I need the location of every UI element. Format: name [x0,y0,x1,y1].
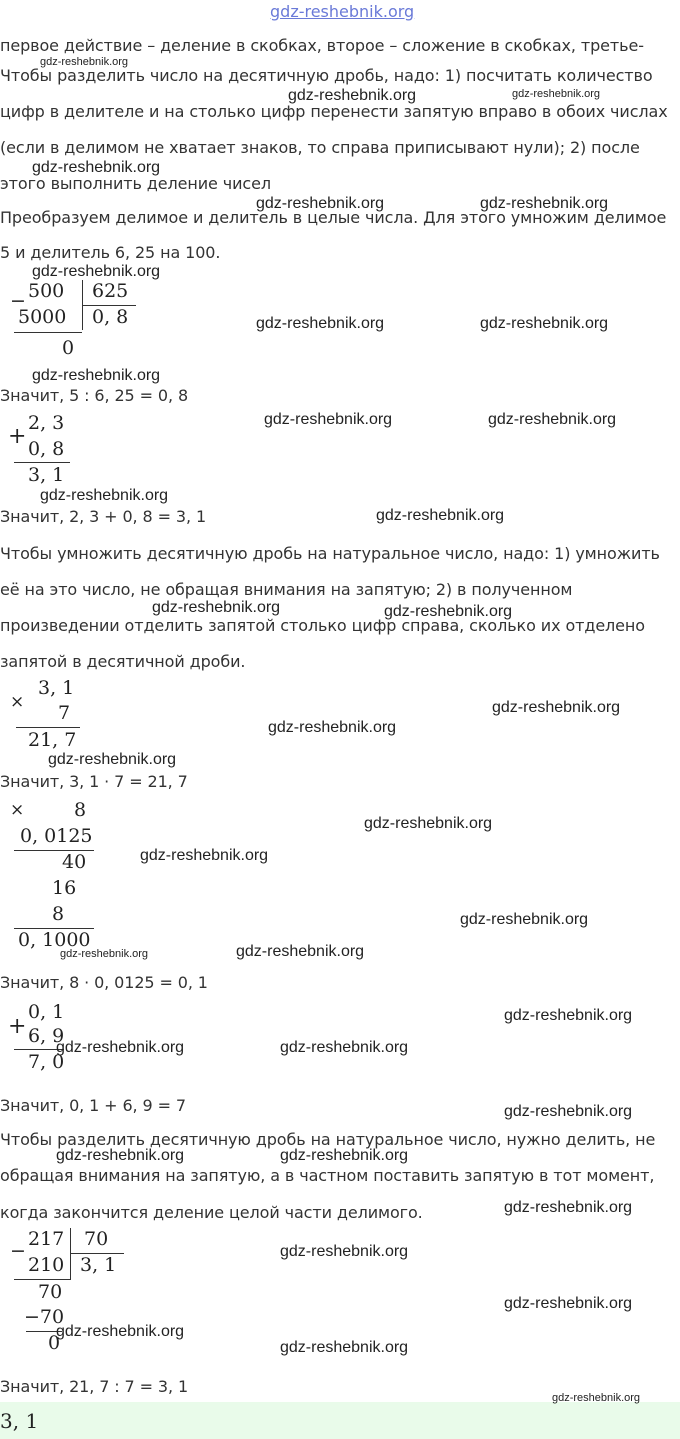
div2-subtrahend: 210 [28,1254,65,1276]
rule-division-line-2: цифр в делителе и на столько цифр перенести запятую вправо в обоих числах [0,102,668,121]
div1-quotient: 0, 8 [92,306,129,328]
result-line-1: Значит, 5 : 6, 25 = 0, 8 [0,386,189,405]
watermark: gdz-reshebnik.org [32,263,161,280]
rule-natural-line-3: когда закончится деление целой части делимого. [0,1203,423,1222]
add1-sum-line [14,462,70,463]
add1-term-b: 0, 8 [28,438,65,460]
add1-sum: 3, 1 [28,464,65,486]
watermark: gdz-reshebnik.org [56,1039,185,1056]
div1-divisor: 625 [92,280,129,302]
watermark: gdz-reshebnik.org [236,943,365,960]
mul2-partial-3: 8 [52,903,65,925]
rule-division-line-3: (если в делимом не хватает знаков, то справа приписывают нули); 2) после [0,138,640,157]
div1-minus-sign: − [10,290,26,312]
result-line-4: Значит, 8 · 0, 0125 = 0, 1 [0,973,208,992]
watermark: gdz-reshebnik.org [504,1007,633,1024]
result-line-3: Значит, 3, 1 · 7 = 21, 7 [0,772,188,791]
watermark: gdz-reshebnik.org [256,315,385,332]
div1-subtrahend: 5000 [18,306,67,328]
watermark: gdz-reshebnik.org [280,1039,409,1056]
div2-step-line-1 [14,1279,70,1280]
rule-natural-line-2: обращая внимания на запятую, а в частном поставить запятую в тот момент, [0,1166,655,1185]
watermark: gdz-reshebnik.org [480,315,609,332]
watermark: gdz-reshebnik.org [256,195,385,212]
watermark: gdz-reshebnik.org [504,1199,633,1216]
mul1-product: 21, 7 [28,729,77,751]
div2-remainder-2: 0 [48,1332,61,1354]
watermark: gdz-reshebnik.org [288,87,417,104]
watermark: gdz-reshebnik.org [364,815,493,832]
watermark: gdz-reshebnik.org [376,507,505,524]
div2-minus-sign: − [10,1240,26,1262]
mul1-product-line [16,727,80,728]
watermark: gdz-reshebnik.org [280,1147,409,1164]
rule-multiply-line-2: её на это число, не обращая внимания на запятую; 2) в полученном [0,580,573,599]
watermark: gdz-reshebnik.org [264,411,393,428]
mul2-times-sign: × [10,800,25,820]
rule-multiply-line-4: запятой в десятичной дроби. [0,652,246,671]
answer-value: 3, 1 [0,1409,39,1433]
watermark: gdz-reshebnik.org [48,751,177,768]
watermark: gdz-reshebnik.org [140,847,269,864]
watermark: gdz-reshebnik.org [40,487,169,504]
watermark: gdz-reshebnik.org [504,1295,633,1312]
watermark: gdz-reshebnik.org [56,1323,185,1340]
watermark: gdz-reshebnik.org [40,56,129,68]
rule-division-line-4: этого выполнить деление чисел [0,174,271,193]
add1-plus-sign: + [8,424,27,449]
watermark: gdz-reshebnik.org [492,699,621,716]
div2-divisor: 70 [84,1228,109,1250]
watermark: gdz-reshebnik.org [384,603,513,620]
result-line-2: Значит, 2, 3 + 0, 8 = 3, 1 [0,507,207,526]
add2-term-b: 6, 9 [28,1025,65,1047]
rule-natural-line-1: Чтобы разделить десятичную дробь на натуральное число, нужно делить, не [0,1130,656,1149]
mul1-times-sign: × [10,692,25,712]
watermark: gdz-reshebnik.org [60,948,149,960]
rule-multiply-line-1: Чтобы умножить десятичную дробь на натуральное число, надо: 1) умножить [0,544,660,563]
add2-sum: 7, 0 [28,1051,65,1073]
mul2-product: 0, 1000 [18,929,91,951]
watermark: gdz-reshebnik.org [504,1103,633,1120]
div2-subtrahend-2: −70 [24,1306,65,1328]
result-line-5: Значит, 0, 1 + 6, 9 = 7 [0,1096,186,1115]
mul2-partial-1: 40 [62,851,87,873]
watermark: gdz-reshebnik.org [280,1339,409,1356]
watermark: gdz-reshebnik.org [56,1147,185,1164]
watermark: gdz-reshebnik.org [280,1243,409,1260]
watermark: gdz-reshebnik.org [268,719,397,736]
div1-dividend: 500 [28,280,65,302]
rule-division-line-1: Чтобы разделить число на десятичную дробь, надо: 1) посчитать количество [0,66,653,85]
div2-remainder-1: 70 [38,1281,63,1303]
watermark: gdz-reshebnik.org [512,88,601,100]
mul1-factor-b: 7 [58,702,71,724]
watermark: gdz-reshebnik.org [552,1392,641,1404]
transform-line-2: 5 и делитель 6, 25 на 100. [0,243,221,262]
mul1-factor-a: 3, 1 [38,677,75,699]
mul2-factor-b: 0, 0125 [20,825,93,847]
add2-plus-sign: + [8,1014,27,1039]
result-line-6: Значит, 21, 7 : 7 = 3, 1 [0,1377,189,1396]
add1-term-a: 2, 3 [28,412,65,434]
text-line-intro: первое действие – деление в скобках, второе – сложение в скобках, третье- [0,36,644,55]
div2-quotient: 3, 1 [80,1254,117,1276]
mul2-partial-2: 16 [52,877,77,899]
watermark: gdz-reshebnik.org [460,911,589,928]
watermark: gdz-reshebnik.org [152,599,281,616]
div1-remainder: 0 [62,337,75,359]
div2-dividend: 217 [28,1228,65,1250]
watermark: gdz-reshebnik.org [488,411,617,428]
div1-result-line [14,332,82,333]
watermark: gdz-reshebnik.org [480,195,609,212]
answer-bar [0,1402,680,1439]
div2-vertical-bar [70,1228,71,1280]
add2-term-a: 0, 1 [28,1001,65,1023]
rule-multiply-line-3: произведении отделить запятой столько цифр справа, сколько их отделено [0,616,645,635]
mul2-factor-a: 8 [74,799,87,821]
watermark: gdz-reshebnik.org [32,367,161,384]
site-header-link[interactable]: gdz-reshebnik.org [270,2,415,21]
transform-line-1: Преобразуем делимое и делитель в целые числа. Для этого умножим делимое [0,208,667,227]
watermark: gdz-reshebnik.org [32,159,161,176]
